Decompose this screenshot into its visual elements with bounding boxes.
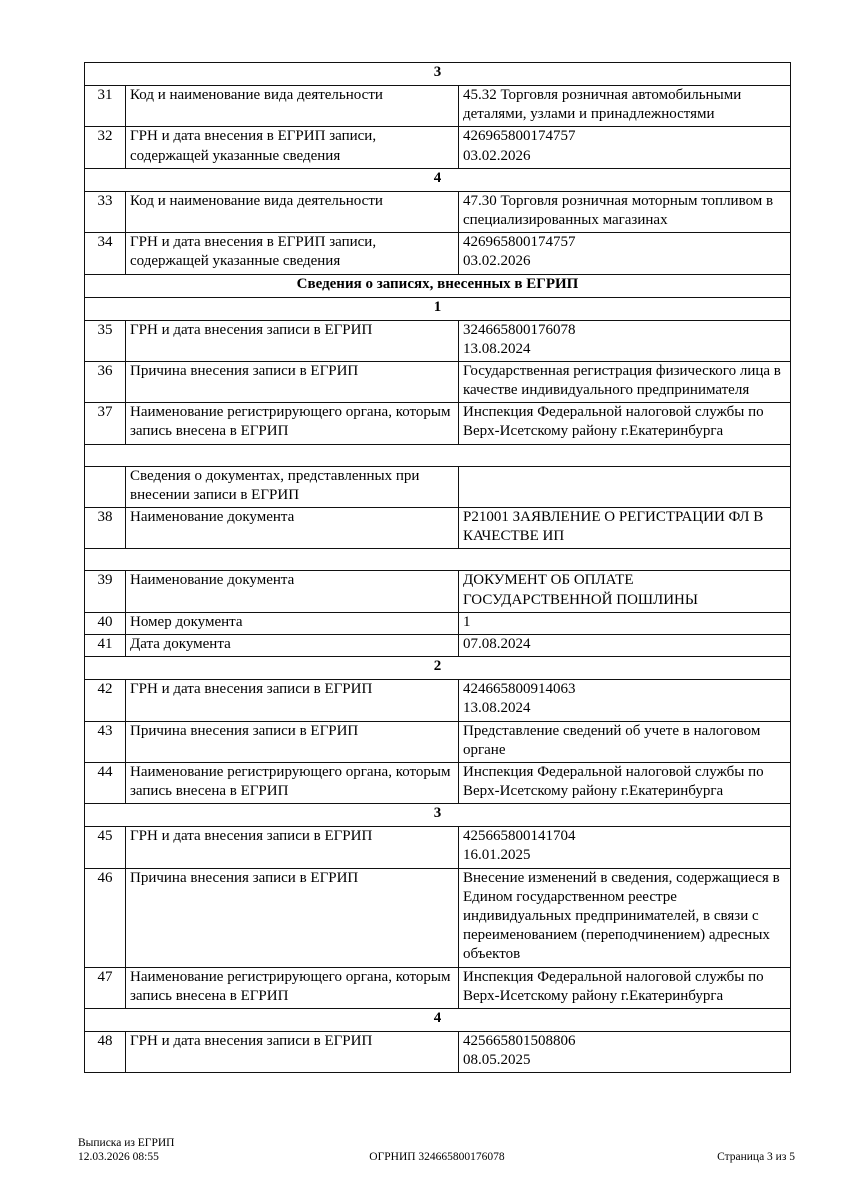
table-row — [85, 634, 791, 656]
row-number-cell: 37 — [85, 403, 126, 444]
table-row — [85, 868, 791, 967]
section-number-row — [85, 63, 791, 86]
value-line: 07.08.2024 — [463, 635, 531, 652]
row-number-cell: 44 — [85, 762, 126, 803]
row-number-cell: 32 — [85, 127, 126, 168]
row-number-cell: 45 — [85, 827, 126, 868]
row-value-cell — [459, 403, 791, 444]
table-row — [85, 680, 791, 721]
row-number-cell: 33 — [85, 191, 126, 232]
row-label-cell: Наименование документа — [126, 571, 459, 612]
table-row — [85, 508, 791, 549]
value-line: 08.05.2025 — [463, 1052, 531, 1069]
section-number-row — [85, 804, 791, 827]
value-line: Инспекция Федеральной налоговой службы по Верх-Исетскому району г.Екатеринбурга — [463, 968, 764, 1004]
table-row — [85, 86, 791, 127]
section-number-row — [85, 297, 791, 320]
row-value-cell — [459, 233, 791, 274]
table-row — [85, 127, 791, 168]
section-number: 2 — [85, 657, 791, 680]
section-number-row — [85, 1008, 791, 1031]
row-value-cell — [459, 127, 791, 168]
footer-page-number: Страница 3 из 5 — [717, 1151, 795, 1163]
row-value-cell — [459, 762, 791, 803]
row-number-cell: 41 — [85, 634, 126, 656]
value-line: 425665801508806 — [463, 1032, 576, 1049]
row-label-cell: Номер документа — [126, 612, 459, 634]
value-line: 324665800176078 — [463, 321, 576, 338]
row-number-cell: 35 — [85, 320, 126, 361]
row-label-cell: Код и наименование вида деятельности — [126, 86, 459, 127]
row-label-cell: ГРН и дата внесения в ЕГРИП записи, содержащей указанные сведения — [126, 127, 459, 168]
table-row — [85, 361, 791, 402]
value-line: Внесение изменений в сведения, содержащиеся в Едином государственном реестре индивидуальных предпринимателей, в связи с переименованием (переподчинением) адресных объектов — [463, 869, 780, 963]
row-label-cell: Код и наименование вида деятельности — [126, 191, 459, 232]
section-title-row — [85, 274, 791, 297]
value-line: 03.02.2026 — [463, 147, 531, 164]
row-label-cell: ГРН и дата внесения записи в ЕГРИП — [126, 680, 459, 721]
section-number-row — [85, 168, 791, 191]
row-label-cell: Дата документа — [126, 634, 459, 656]
row-label-cell: Наименование документа — [126, 508, 459, 549]
section-title: Сведения о записях, внесенных в ЕГРИП — [85, 274, 791, 297]
value-line: 424665800914063 — [463, 681, 576, 698]
row-number-cell: 46 — [85, 868, 126, 967]
row-number-cell: 34 — [85, 233, 126, 274]
footer-datetime: 12.03.2026 08:55 — [78, 1151, 159, 1164]
value-line: Представление сведений об учете в налоговом органе — [463, 722, 761, 758]
section-number: 1 — [85, 297, 791, 320]
section-number: 3 — [85, 804, 791, 827]
value-line: 03.02.2026 — [463, 253, 531, 270]
section-number: 4 — [85, 168, 791, 191]
row-label-cell: Наименование регистрирующего органа, которым запись внесена в ЕГРИП — [126, 403, 459, 444]
row-number-cell: 36 — [85, 361, 126, 402]
table-row — [85, 1031, 791, 1072]
spacer-cell — [85, 549, 791, 571]
value-line: Р21001 ЗАЯВЛЕНИЕ О РЕГИСТРАЦИИ ФЛ В КАЧЕСТВЕ ИП — [463, 509, 764, 545]
row-label-cell: ГРН и дата внесения записи в ЕГРИП — [126, 827, 459, 868]
spacer-row — [85, 444, 791, 466]
row-value-cell — [459, 868, 791, 967]
value-line: 45.32 Торговля розничная автомобильными деталями, узлами и принадлежностями — [463, 87, 742, 123]
row-value-cell — [459, 612, 791, 634]
egrip-table-body — [85, 63, 791, 1073]
row-value-cell — [459, 361, 791, 402]
row-label-cell: Наименование регистрирующего органа, которым запись внесена в ЕГРИП — [126, 762, 459, 803]
egrip-table — [84, 62, 791, 1073]
row-label-cell: ГРН и дата внесения записи в ЕГРИП — [126, 1031, 459, 1072]
table-row — [85, 967, 791, 1008]
row-value-cell — [459, 634, 791, 656]
value-line: ДОКУМЕНТ ОБ ОПЛАТЕ ГОСУДАРСТВЕННОЙ ПОШЛИНЫ — [463, 572, 698, 608]
row-number-cell: 39 — [85, 571, 126, 612]
row-label-cell: Сведения о документах, представленных при внесении записи в ЕГРИП — [126, 466, 459, 507]
row-value-cell — [459, 827, 791, 868]
table-row — [85, 762, 791, 803]
section-number: 3 — [85, 63, 791, 86]
value-line: 47.30 Торговля розничная моторным топливом в специализированных магазинах — [463, 192, 774, 228]
table-row — [85, 320, 791, 361]
row-value-cell — [459, 680, 791, 721]
value-line: 425665800141704 — [463, 828, 576, 845]
table-row — [85, 191, 791, 232]
row-value-cell — [459, 508, 791, 549]
value-line: Инспекция Федеральной налоговой службы по Верх-Исетскому району г.Екатеринбурга — [463, 763, 764, 800]
spacer-cell — [85, 444, 791, 466]
row-label-cell: Причина внесения записи в ЕГРИП — [126, 361, 459, 402]
row-number-cell — [85, 466, 126, 507]
table-row — [85, 466, 791, 507]
value-line: 13.08.2024 — [463, 340, 531, 357]
footer-title: Выписка из ЕГРИП — [78, 1137, 175, 1149]
footer-ogrnip: ОГРНИП 324665800176078 — [369, 1151, 505, 1163]
row-label-cell: Причина внесения записи в ЕГРИП — [126, 721, 459, 762]
row-number-cell: 38 — [85, 508, 126, 549]
section-number-row — [85, 657, 791, 680]
row-number-cell: 42 — [85, 680, 126, 721]
row-label-cell: Причина внесения записи в ЕГРИП — [126, 868, 459, 967]
row-value-cell — [459, 1031, 791, 1072]
row-label-cell: Наименование регистрирующего органа, которым запись внесена в ЕГРИП — [126, 967, 459, 1008]
row-value-cell — [459, 320, 791, 361]
row-number-cell: 31 — [85, 86, 126, 127]
value-line: 426965800174757 — [463, 234, 576, 251]
table-row — [85, 571, 791, 612]
table-row — [85, 233, 791, 274]
row-number-cell: 40 — [85, 612, 126, 634]
row-value-cell — [459, 466, 791, 507]
spacer-row — [85, 549, 791, 571]
value-line: 16.01.2025 — [463, 847, 531, 864]
row-number-cell: 48 — [85, 1031, 126, 1072]
row-label-cell: ГРН и дата внесения в ЕГРИП записи, содержащей указанные сведения — [126, 233, 459, 274]
table-row — [85, 403, 791, 444]
row-value-cell — [459, 191, 791, 232]
row-value-cell — [459, 571, 791, 612]
value-line: Инспекция Федеральной налоговой службы по Верх-Исетскому району г.Екатеринбурга — [463, 404, 764, 440]
table-row — [85, 612, 791, 634]
table-row — [85, 721, 791, 762]
row-number-cell: 47 — [85, 967, 126, 1008]
row-value-cell — [459, 967, 791, 1008]
row-value-cell — [459, 86, 791, 127]
value-line: 13.08.2024 — [463, 700, 531, 717]
value-line: Государственная регистрация физического лица в качестве индивидуального предпринимателя — [463, 362, 781, 399]
row-value-cell — [459, 721, 791, 762]
table-row — [85, 827, 791, 868]
value-line: 1 — [463, 613, 471, 630]
row-label-cell: ГРН и дата внесения записи в ЕГРИП — [126, 320, 459, 361]
row-number-cell: 43 — [85, 721, 126, 762]
section-number: 4 — [85, 1008, 791, 1031]
value-line: 426965800174757 — [463, 128, 576, 145]
